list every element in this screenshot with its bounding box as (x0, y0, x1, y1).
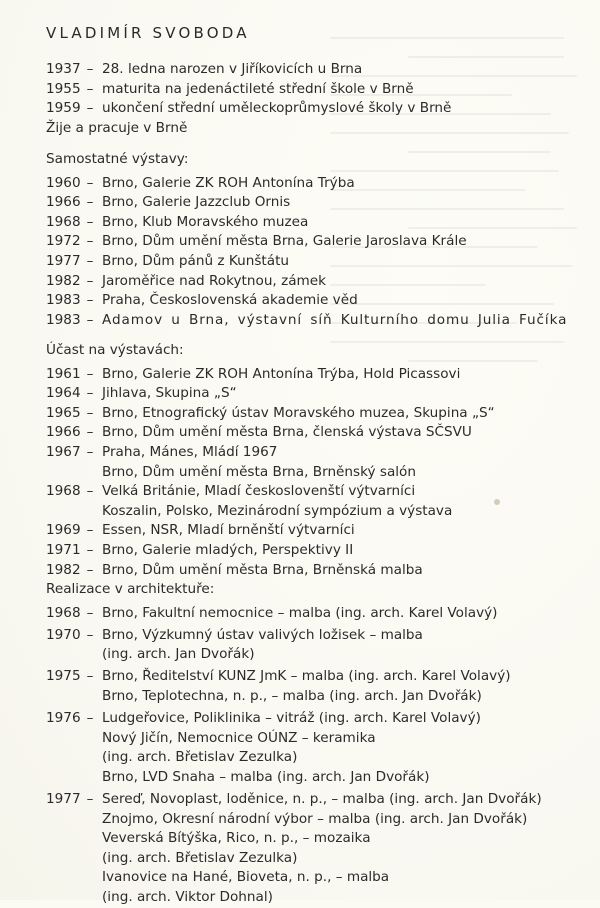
entry-text: Essen, NSR, Mladí brněnští výtvarníci (102, 522, 355, 539)
entry-year: 1961 (46, 365, 81, 382)
solo-exhibitions-section (46, 150, 567, 330)
entry-year: 1970 (46, 626, 81, 643)
entry-text: ukončení střední uměleckoprůmyslové školy v Brně (102, 100, 452, 117)
entry-text: Brno, Ředitelství KUNZ JmK – malba (ing. arch. Karel Volavý) (102, 668, 511, 685)
entry-year: 1983 (46, 292, 81, 309)
entry-dash: – (86, 541, 94, 558)
entry-text: Nový Jičín, Nemocnice OÚNZ – keramika (102, 729, 376, 746)
entry-dash: – (86, 385, 94, 402)
entry-year: 1977 (46, 790, 81, 807)
entry-text: Brno, Fakultní nemocnice – malba (ing. arch. Karel Volavý) (102, 604, 498, 621)
exhibition-entry (46, 404, 495, 424)
exhibition-entry (46, 232, 567, 252)
entry-year: 1982 (46, 272, 81, 289)
entry-text: Brno, Dům umění města Brna, Brněnský salón (102, 463, 416, 480)
realization-entry (46, 626, 542, 665)
entry-year: 1977 (46, 252, 81, 269)
entry-text: Praha, Mánes, Mládí 1967 (102, 443, 278, 460)
exhibition-entry (46, 443, 495, 482)
entry-dash: – (86, 604, 94, 621)
realization-entry (46, 790, 542, 908)
exhibition-entry (46, 291, 567, 311)
entry-dash: – (86, 213, 94, 230)
entry-text: Brno, Galerie ZK ROH Antonína Trýba (102, 174, 355, 191)
exhibition-entry (46, 561, 495, 581)
exhibition-entry (46, 384, 495, 404)
entry-year: 1965 (46, 404, 81, 421)
entry-year: 1959 (46, 100, 81, 117)
entry-text: (ing. arch. Viktor Dohnal) (102, 888, 273, 905)
entry-text: 28. ledna narozen v Jiříkovicích u Brna (102, 61, 363, 77)
entry-year: 1955 (46, 80, 81, 97)
entry-text: Brno, Galerie ZK ROH Antonína Trýba, Hold Picassovi (102, 365, 461, 382)
entry-text: Brno, Klub Moravského muzea (102, 213, 309, 230)
realization-entry (46, 667, 542, 706)
entry-dash: – (86, 80, 94, 97)
entry-year: 1967 (46, 443, 81, 460)
entry-dash: – (86, 292, 94, 309)
exhibition-entry (46, 272, 567, 292)
exhibition-entry (46, 311, 567, 331)
entry-text: Brno, Výzkumný ústav valivých ložisek – malba (102, 626, 423, 643)
entry-dash: – (86, 522, 94, 539)
entry-dash: – (86, 443, 94, 460)
entry-text: (ing. arch. Břetislav Zezulka) (102, 749, 298, 766)
entry-year: 1960 (46, 174, 81, 191)
exhibition-entry (46, 423, 495, 443)
bio-section (46, 60, 451, 138)
section-heading: Účast na výstavách: (46, 342, 184, 358)
entry-year: 1966 (46, 424, 81, 441)
entry-year: 1982 (46, 561, 81, 578)
entry-text: Brno, LVD Snaha – malba (ing. arch. Jan Dvořák) (102, 768, 430, 785)
entry-dash: – (86, 483, 94, 500)
entry-year: 1971 (46, 541, 81, 558)
entry-dash: – (86, 561, 94, 578)
entry-dash: – (86, 790, 94, 807)
entry-text: Brno, Dům umění města Brna, Brněnská malba (102, 561, 423, 578)
entry-text: Brno, Dům umění města Brna, Galerie Jaroslava Krále (102, 233, 467, 250)
entry-text: Veverská Bítýška, Rico, n. p., – mozaika (102, 830, 371, 847)
entry-text: Ludgeřovice, Poliklinika – vitráž (ing. arch. Karel Volavý) (102, 710, 481, 727)
entry-text: Brno, Dům pánů z Kunštátu (102, 252, 290, 269)
entry-dash: – (86, 100, 94, 117)
entry-year: 1983 (46, 311, 81, 328)
section-heading: Samostatné výstavy: (46, 151, 189, 167)
entry-dash: – (86, 311, 94, 328)
entry-dash: – (86, 61, 94, 77)
entry-dash: – (86, 404, 94, 421)
entry-dash: – (86, 424, 94, 441)
entry-text: Brno, Teplotechna, n. p., – malba (ing. arch. Jan Dvořák) (102, 687, 482, 704)
entry-dash: – (86, 194, 94, 211)
entry-year: 1968 (46, 483, 81, 500)
entry-text: Koszalin, Polsko, Mezinárodní sympózium a výstava (102, 502, 453, 519)
entry-text: Brno, Galerie Jazzclub Ornis (102, 194, 291, 211)
entry-year: 1972 (46, 233, 81, 250)
entry-text: Sereď, Novoplast, loděnice, n. p., – malba (ing. arch. Jan Dvořák) (102, 790, 542, 807)
entry-text: Brno, Dům umění města Brna, členská výstava SČSVU (102, 424, 472, 441)
exhibition-entry (46, 213, 567, 233)
paper-speck (494, 499, 500, 505)
entry-text: Jaroměřice nad Rokytnou, zámek (102, 272, 327, 289)
bio-entry (46, 80, 451, 100)
entry-dash: – (86, 668, 94, 685)
exhibition-entry (46, 193, 567, 213)
entry-text: Velká Británie, Mladí českoslovenští výtvarníci (102, 483, 416, 500)
entry-dash: – (86, 365, 94, 382)
entry-year: 1968 (46, 604, 81, 621)
entry-dash: – (86, 626, 94, 643)
entry-year: 1969 (46, 522, 81, 539)
entry-year: 1968 (46, 213, 81, 230)
entry-year: 1937 (46, 61, 81, 77)
bio-entry (46, 60, 451, 80)
entry-text: Jihlava, Skupina „S“ (102, 385, 237, 402)
entry-text: Znojmo, Okresní národní výbor – malba (ing. arch. Jan Dvořák) (102, 810, 528, 827)
entry-year: 1966 (46, 194, 81, 211)
entry-dash: – (86, 710, 94, 727)
entry-text: Praha, Československá akademie věd (102, 292, 358, 309)
exhibition-entry (46, 541, 495, 561)
exhibition-entry (46, 482, 495, 521)
entry-dash: – (86, 252, 94, 269)
entry-dash: – (86, 174, 94, 191)
realization-entry (46, 604, 542, 624)
entry-text: Ivanovice na Hané, Bioveta, n. p., – malba (102, 869, 390, 886)
entry-year: 1976 (46, 710, 81, 727)
entry-text: maturita na jedenáctileté střední škole v Brně (102, 80, 414, 97)
entry-text: Brno, Etnografický ústav Moravského muzea, Skupina „S“ (102, 404, 495, 421)
bio-entry (46, 99, 451, 119)
entry-year: 1964 (46, 385, 81, 402)
entry-year: 1975 (46, 668, 81, 685)
exhibition-entry (46, 174, 567, 194)
artist-name-title: VLADIMÍR SVOBODA (46, 24, 250, 42)
entry-text: (ing. arch. Jan Dvořák) (102, 646, 255, 663)
section-heading: Realizace v architektuře: (46, 581, 215, 597)
exhibition-entry (46, 365, 495, 385)
entry-text: (ing. arch. Břetislav Zezulka) (102, 849, 298, 866)
entry-dash: – (86, 233, 94, 250)
entry-text: Adamov u Brna, výstavní síň Kulturního domu Julia Fučíka (102, 311, 568, 328)
entry-dash: – (86, 272, 94, 289)
bio-note: Žije a pracuje v Brně (46, 119, 188, 136)
realization-entry (46, 709, 542, 787)
group-exhibitions-section (46, 341, 495, 580)
entry-text: Brno, Galerie mladých, Perspektivy II (102, 541, 354, 558)
exhibition-entry (46, 521, 495, 541)
exhibition-entry (46, 252, 567, 272)
architecture-section (46, 580, 542, 908)
